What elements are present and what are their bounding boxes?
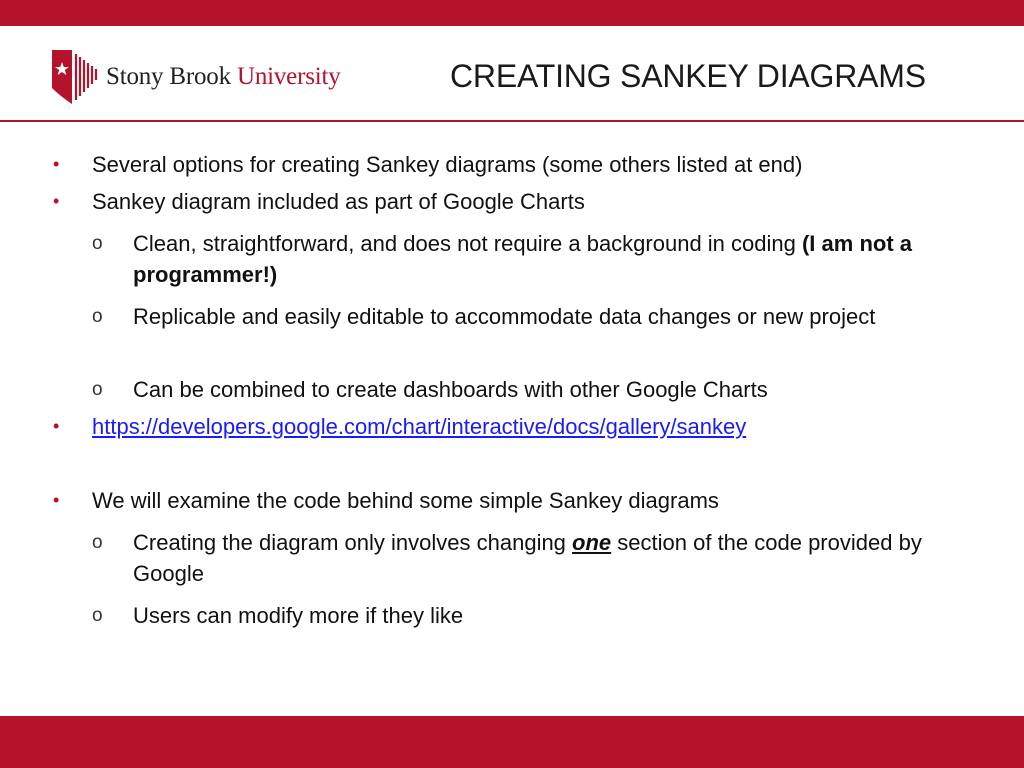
bullet-marker: • <box>53 191 60 211</box>
stony-brook-shield-icon <box>52 50 98 104</box>
top-brand-band <box>0 0 1024 26</box>
sub-bullet-text: Replicable and easily editable to accommodate data changes or new project <box>133 304 876 329</box>
sub-bullet-tail: section of the code provided by Google <box>133 530 922 586</box>
slide-title: CREATING SANKEY DIAGRAMS <box>450 58 926 94</box>
sub-bullet-text <box>133 228 983 290</box>
sub-bullet-text: Users can modify more if they like <box>133 603 464 628</box>
sub-bullet-body: Clean, straightforward, and does not require a background in coding <box>133 231 802 256</box>
sub-bullet-marker: o <box>92 233 103 254</box>
sub-bullet-marker: o <box>92 306 103 327</box>
sub-bullet-emphasis: (I am not a programmer!) <box>133 231 912 287</box>
logo-wordmark <box>106 63 341 91</box>
bullet-text: We will examine the code behind some simple Sankey diagrams <box>92 488 719 513</box>
sub-bullet-marker: o <box>92 532 103 553</box>
bullet-marker: • <box>53 416 60 436</box>
bullet-text: Sankey diagram included as part of Google Charts <box>92 189 585 214</box>
university-logo <box>52 50 341 104</box>
sub-bullet-text: Can be combined to create dashboards with other Google Charts <box>133 377 768 402</box>
bullet-marker: • <box>53 490 60 510</box>
bottom-brand-band <box>0 716 1024 768</box>
slide-header <box>0 26 1024 120</box>
logo-university: University <box>236 63 341 90</box>
logo-name: Stony Brook <box>106 63 231 90</box>
sub-bullet-emphasis: one <box>572 530 612 555</box>
header-divider <box>0 120 1024 122</box>
sub-bullet-marker: o <box>92 379 103 400</box>
google-charts-sankey-link[interactable]: https://developers.google.com/chart/interactive/docs/gallery/sankey <box>92 414 747 439</box>
sub-bullet-body: Creating the diagram only involves changing <box>133 530 573 555</box>
bullet-marker: • <box>53 154 60 174</box>
sub-bullet-marker: o <box>92 605 103 626</box>
sub-bullet-text <box>133 527 933 589</box>
bullet-text: Several options for creating Sankey diagrams (some others listed at end) <box>92 152 803 177</box>
